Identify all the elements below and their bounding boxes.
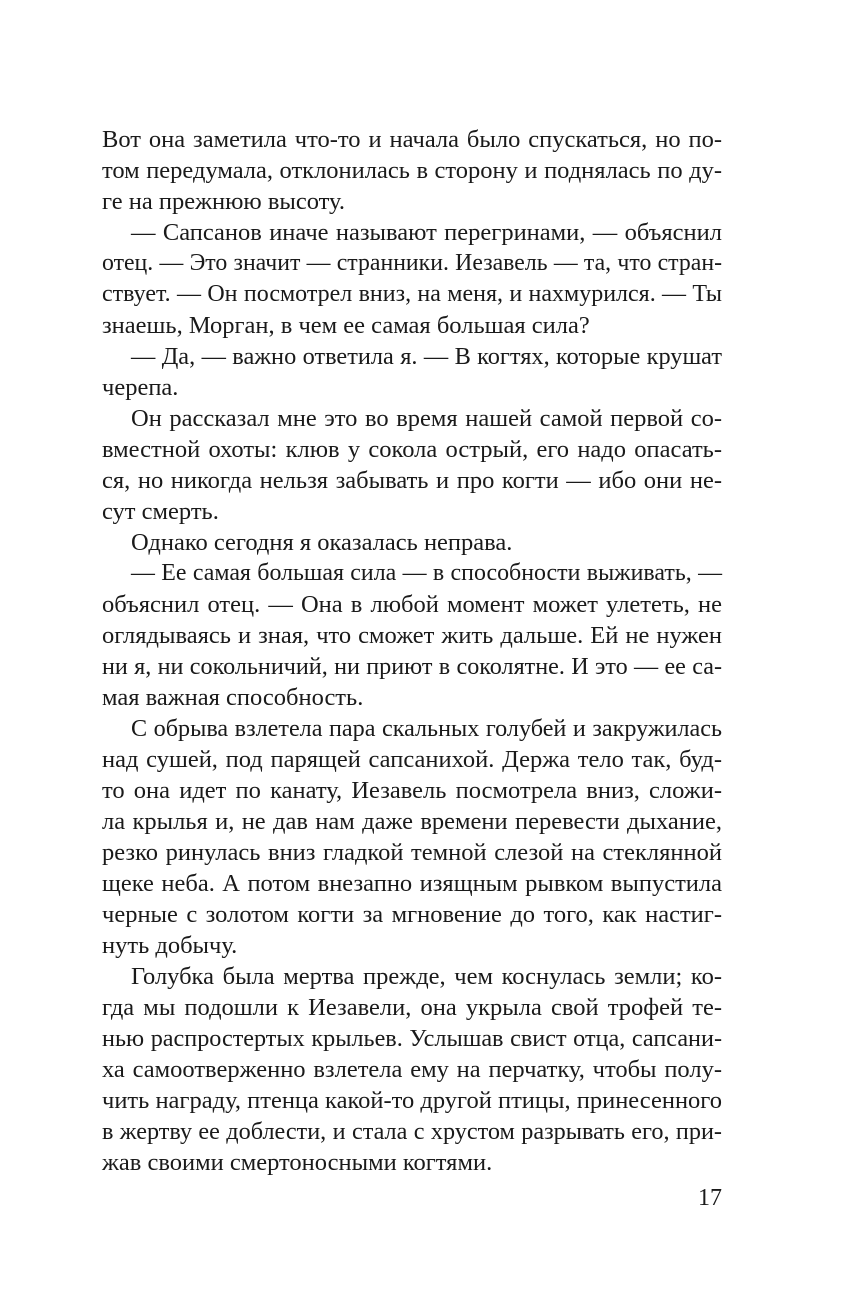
text-line: гда мы подошли к Иезавели, она укрыла свой трофей те- bbox=[102, 994, 722, 1021]
text-line: том передумала, отклонилась в сторону и поднялась по ду- bbox=[102, 157, 722, 184]
text-line: — Сапсанов иначе называют перегринами, — объяснил bbox=[131, 219, 722, 246]
text-line: Голубка была мертва прежде, чем коснулась земли; ко- bbox=[131, 963, 722, 990]
text-line: жав своими смертоносными когтями. bbox=[102, 1149, 493, 1176]
text-line: знаешь, Морган, в чем ее самая большая сила? bbox=[102, 312, 590, 339]
text-line: нуть добычу. bbox=[102, 932, 238, 959]
body-text bbox=[102, 124, 722, 1178]
text-line: — Ее самая большая сила — в способности выживать, — bbox=[131, 560, 722, 586]
text-line: С обрыва взлетела пара скальных голубей и закружилась bbox=[131, 715, 722, 742]
text-line: в жертву ее доблести, и стала с хрустом разрывать его, при- bbox=[102, 1118, 722, 1145]
text-line: ствует. — Он посмотрел вниз, на меня, и нахмурился. — Ты bbox=[102, 281, 722, 307]
text-line: сут смерть. bbox=[102, 498, 219, 525]
text-line: ла крылья и, не дав нам даже времени перевести дыхание, bbox=[102, 808, 722, 835]
text-line: объяснил отец. — Она в любой момент может улететь, не bbox=[102, 591, 722, 618]
text-line: ся, но никогда нельзя забывать и про когти — ибо они не- bbox=[102, 467, 722, 494]
text-line: Вот она заметила что-то и начала было спускаться, но по- bbox=[102, 126, 722, 153]
text-line: ни я, ни сокольничий, ни приют в соколятне. И это — ее са- bbox=[102, 653, 722, 680]
text-line: Он рассказал мне это во время нашей самой первой со- bbox=[131, 405, 722, 432]
text-line: — Да, — важно ответила я. — В когтях, которые крушат bbox=[131, 343, 722, 370]
text-line: вместной охоты: клюв у сокола острый, его надо опасать- bbox=[102, 436, 722, 463]
text-line: черепа. bbox=[102, 374, 179, 401]
text-line: Однако сегодня я оказалась неправа. bbox=[131, 529, 513, 556]
text-line: ге на прежнюю высоту. bbox=[102, 188, 345, 215]
text-line: чить награду, птенца какой-то другой птицы, принесенного bbox=[102, 1087, 722, 1114]
text-line: черные с золотом когти за мгновение до того, как настиг- bbox=[102, 901, 722, 928]
text-line: щеке неба. А потом внезапно изящным рывком выпустила bbox=[102, 870, 722, 897]
text-line: мая важная способность. bbox=[102, 684, 364, 711]
text-line: резко ринулась вниз гладкой темной слезой на стеклянной bbox=[102, 839, 722, 866]
text-line: отец. — Это значит — странники. Иезавель — та, что стран- bbox=[102, 250, 722, 276]
text-line: нью распростертых крыльев. Услышав свист отца, сапсани- bbox=[102, 1025, 722, 1052]
page-number: 17 bbox=[698, 1185, 722, 1211]
text-line: ха самоотверженно взлетела ему на перчатку, чтобы полу- bbox=[102, 1056, 722, 1083]
text-line: над сушей, под парящей сапсанихой. Держа тело так, буд- bbox=[102, 746, 722, 773]
text-line: оглядываясь и зная, что сможет жить дальше. Ей не нужен bbox=[102, 622, 722, 649]
text-line: то она идет по канату, Иезавель посмотрела вниз, сложи- bbox=[102, 777, 722, 804]
